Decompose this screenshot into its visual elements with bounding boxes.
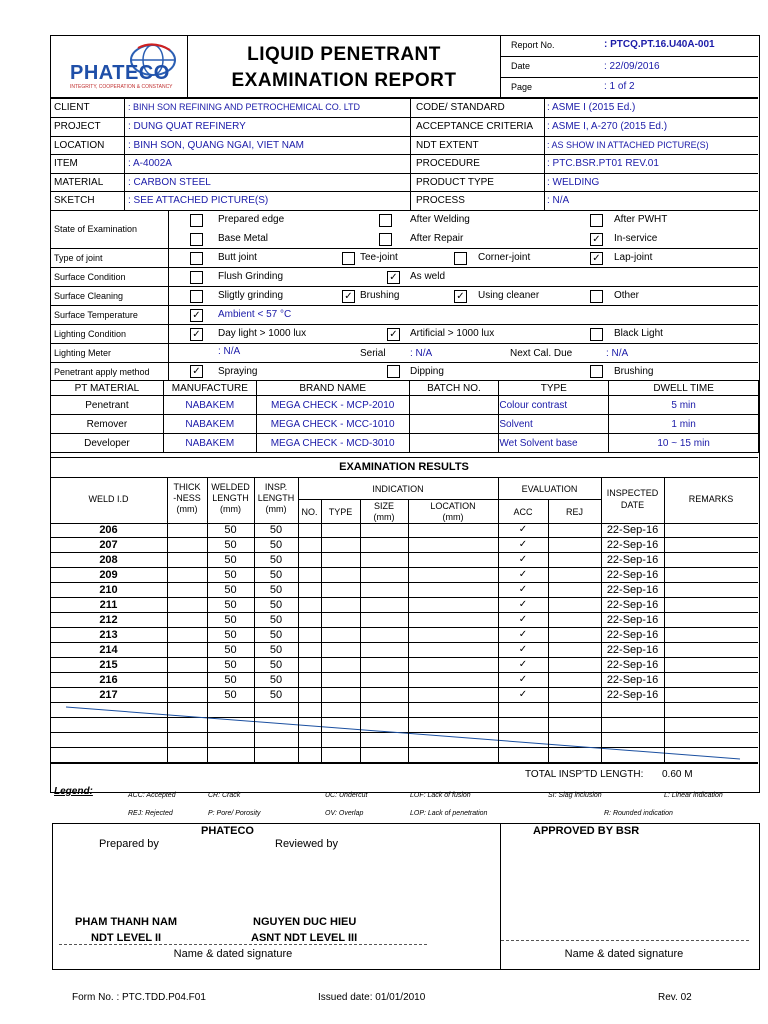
welded-length: 50 <box>224 584 237 596</box>
after-pwht-label: After PWHT <box>614 214 668 225</box>
phateco-label: PHATECO <box>201 825 254 837</box>
legend-r: R: Rounded indication <box>604 810 673 817</box>
pt-material: Remover <box>51 415 164 434</box>
inspected-date-header: INSPECTED DATE <box>606 488 659 510</box>
cal-label: Next Cal. Due <box>510 348 573 359</box>
preparer-name: PHAM THANH NAM <box>75 916 178 928</box>
weld-id: 206 <box>99 524 118 536</box>
remarks-header: REMARKS <box>688 494 734 504</box>
logo <box>58 40 183 95</box>
acc-check: ✓ <box>518 539 528 550</box>
acc-check: ✓ <box>518 524 528 535</box>
insp-length: 50 <box>269 554 283 566</box>
dwell-time: 5 min <box>609 396 759 415</box>
inspected-date: 22-Sep-16 <box>606 524 659 536</box>
location-label: LOCATION <box>54 140 105 151</box>
left-signature-caption: Name & dated signature <box>173 948 293 960</box>
inspected-date: 22-Sep-16 <box>606 584 659 596</box>
inspected-date: 22-Sep-16 <box>606 554 659 566</box>
artificial-label: Artificial > 1000 lux <box>410 328 495 339</box>
weld-id: 213 <box>99 629 118 641</box>
welded-length: 50 <box>224 524 237 536</box>
slightly-grinding-label: Sligtly grinding <box>218 290 284 301</box>
meter-label: Lighting Meter <box>54 348 112 358</box>
using-cleaner-label: Using cleaner <box>478 290 540 301</box>
insp-length: 50 <box>269 599 283 611</box>
ambient-checkbox[interactable]: ✓ <box>190 309 203 322</box>
as-weld-label: As weld <box>410 271 446 282</box>
weld-id: 212 <box>99 614 118 626</box>
client-value: : BINH SON REFINING AND PETROCHEMICAL CO. LTD <box>128 102 361 112</box>
form-number: Form No. : PTC.TDD.P04.F01 <box>72 992 206 1003</box>
rej-header: REJ <box>565 507 583 517</box>
right-signature-line <box>501 940 749 941</box>
report-no: : PTCQ.PT.16.U40A-001 <box>604 39 715 50</box>
process-label: PROCESS <box>416 195 465 206</box>
acc-check: ✓ <box>518 569 528 580</box>
reviewer-name: NGUYEN DUC HIEU <box>253 916 357 928</box>
approved-label: APPROVED BY BSR <box>533 825 640 837</box>
inspected-date: 22-Sep-16 <box>606 599 659 611</box>
insp-length: 50 <box>269 629 283 641</box>
tee-joint-label: Tee-joint <box>360 252 398 263</box>
materials-header: BRAND NAME <box>256 381 409 396</box>
info-block <box>50 99 758 211</box>
dwell-time: 10 ~ 15 min <box>609 434 759 453</box>
left-signature-line <box>59 944 427 945</box>
butt-joint-checkbox[interactable] <box>190 252 203 265</box>
material-type: Colour contrast <box>499 396 609 415</box>
brand-name: MEGA CHECK - MCP-2010 <box>256 396 409 415</box>
surface-temp-label: Surface Temperature <box>54 310 138 320</box>
welded-length: 50 <box>224 674 237 686</box>
as-weld-checkbox[interactable]: ✓ <box>387 271 400 284</box>
legend-uc: UC: Undercut <box>325 792 368 799</box>
item-value: : A-4002A <box>128 158 172 169</box>
brushing-checkbox[interactable]: ✓ <box>342 290 355 303</box>
company-logo-text: PHATECO <box>70 62 170 84</box>
artificial-checkbox[interactable]: ✓ <box>387 328 400 341</box>
in-service-checkbox[interactable]: ✓ <box>590 233 603 246</box>
slightly-grinding-checkbox[interactable] <box>190 290 203 303</box>
welded-length: 50 <box>224 659 237 671</box>
apply-method-label: Penetrant apply method <box>54 367 150 377</box>
material-type: Wet Solvent base <box>499 434 609 453</box>
prepared-edge-checkbox[interactable] <box>190 214 203 227</box>
legend-title: Legend: <box>54 786 93 797</box>
materials-header: TYPE <box>499 381 609 396</box>
manufacture: NABAKEM <box>163 415 256 434</box>
insp-length: 50 <box>269 659 283 671</box>
material-type: Solvent <box>499 415 609 434</box>
weld-id: 211 <box>99 599 118 611</box>
insp-length: 50 <box>269 524 283 536</box>
using-cleaner-checkbox[interactable]: ✓ <box>454 290 467 303</box>
right-signature-caption: Name & dated signature <box>564 948 684 960</box>
signature-frame <box>52 823 760 970</box>
materials-row <box>51 434 759 453</box>
welded-length: 50 <box>224 689 237 701</box>
code-label: CODE/ STANDARD <box>416 102 505 113</box>
inspected-date: 22-Sep-16 <box>606 644 659 656</box>
acc-check: ✓ <box>518 554 528 565</box>
insp-length: 50 <box>269 689 283 701</box>
weld-id: 208 <box>99 554 118 566</box>
temp-value: Ambient < 57 °C <box>218 309 292 320</box>
state-label: State of Examination <box>54 224 138 234</box>
sketch-value: : SEE ATTACHED PICTURE(S) <box>128 195 269 206</box>
acc-check: ✓ <box>518 659 528 670</box>
legend-lop: LOP: Lack of penetration <box>410 810 488 817</box>
batch-no <box>409 434 499 453</box>
serial-label: Serial <box>360 348 386 359</box>
surface-cleaning-label: Surface Cleaning <box>54 291 124 301</box>
after-repair-label: After Repair <box>410 233 464 244</box>
tee-joint-checkbox[interactable] <box>342 252 355 265</box>
apply-brushing-label: Brushing <box>614 366 654 377</box>
corner-joint-checkbox[interactable] <box>454 252 467 265</box>
date-label: Date <box>511 61 531 71</box>
pt-material: Penetrant <box>51 396 164 415</box>
in-service-label: In-service <box>614 233 658 244</box>
weld-id-header: WELD I.D <box>88 494 129 504</box>
other-checkbox[interactable] <box>590 290 603 303</box>
other-label: Other <box>614 290 640 301</box>
dwell-time: 1 min <box>609 415 759 434</box>
weld-id: 215 <box>99 659 118 671</box>
acc-check: ✓ <box>518 644 528 655</box>
brand-name: MEGA CHECK - MCD-3010 <box>256 434 409 453</box>
after-pwht-checkbox[interactable] <box>590 214 603 227</box>
welded-length: 50 <box>224 629 237 641</box>
acc-check: ✓ <box>518 584 528 595</box>
extent-value: : AS SHOW IN ATTACHED PICTURE(S) <box>547 140 709 150</box>
inspected-date: 22-Sep-16 <box>606 629 659 641</box>
legend-l: L: Linear indication <box>664 792 723 799</box>
report-date: : 22/09/2016 <box>604 61 660 72</box>
type-header: TYPE <box>328 507 353 517</box>
legend-p: P: Pore/ Porosity <box>208 810 261 817</box>
item-label: ITEM <box>54 158 78 169</box>
no-header: NO. <box>301 507 318 517</box>
spraying-label: Spraying <box>218 366 258 377</box>
dipping-label: Dipping <box>410 366 444 377</box>
black-light-checkbox[interactable] <box>590 328 603 341</box>
revision: Rev. 02 <box>658 992 692 1003</box>
insp-length-header: INSP. LENGTH (mm) <box>257 482 295 514</box>
weld-id: 209 <box>99 569 118 581</box>
materials-row <box>51 396 759 415</box>
insp-length: 50 <box>269 569 283 581</box>
apply-brushing-checkbox[interactable] <box>590 365 603 378</box>
serial-value: : N/A <box>410 348 433 359</box>
weld-id: 217 <box>99 689 118 701</box>
acceptance-value: : ASME I, A-270 (2015 Ed.) <box>547 121 668 132</box>
total-length-label: TOTAL INSP'TD LENGTH: <box>525 769 644 780</box>
inspected-date: 22-Sep-16 <box>606 539 659 551</box>
manufacture: NABAKEM <box>163 434 256 453</box>
brushing-label: Brushing <box>360 290 400 301</box>
batch-no <box>409 396 499 415</box>
location-value: : BINH SON, QUANG NGAI, VIET NAM <box>128 140 304 151</box>
welded-length: 50 <box>224 599 237 611</box>
flush-grinding-label: Flush Grinding <box>218 271 284 282</box>
after-repair-checkbox[interactable] <box>379 233 392 246</box>
corner-joint-label: Corner-joint <box>478 252 531 263</box>
after-welding-label: After Welding <box>410 214 470 225</box>
legend-cr: CR: Crack <box>208 792 241 799</box>
inspected-date: 22-Sep-16 <box>606 569 659 581</box>
report-title: LIQUID PENETRANT EXAMINATION REPORT <box>231 44 457 91</box>
legend-rej: REJ: Rejected <box>128 810 173 817</box>
lighting-label: Lighting Condition <box>54 329 127 339</box>
process-value: : N/A <box>547 195 570 206</box>
product-label: PRODUCT TYPE <box>416 177 494 188</box>
size-header: SIZE (mm) <box>373 501 395 522</box>
acc-check: ✓ <box>518 614 528 625</box>
sketch-label: SKETCH <box>54 195 95 206</box>
insp-length: 50 <box>269 674 283 686</box>
acceptance-label: ACCEPTANCE CRITERIA <box>416 121 534 132</box>
inspected-date: 22-Sep-16 <box>606 674 659 686</box>
void-strike-line <box>50 523 758 763</box>
company-tagline: INTEGRITY, COOPERATION & CONSTANCY <box>70 84 173 90</box>
weld-id: 210 <box>99 584 118 596</box>
thickness-header: THICK -NESS (mm) <box>173 482 201 514</box>
inspected-date: 22-Sep-16 <box>606 659 659 671</box>
surface-condition-label: Surface Condition <box>54 272 126 282</box>
materials-header: DWELL TIME <box>609 381 759 396</box>
material-value: : CARBON STEEL <box>128 177 211 188</box>
project-label: PROJECT <box>54 121 101 132</box>
materials-header: PT MATERIAL <box>51 381 164 396</box>
page-number: : 1 of 2 <box>604 81 635 92</box>
manufacture: NABAKEM <box>163 396 256 415</box>
code-value: : ASME I (2015 Ed.) <box>547 102 636 113</box>
location-header: LOCATION (mm) <box>430 501 476 522</box>
weld-id: 216 <box>99 674 118 686</box>
product-value: : WELDING <box>547 177 600 188</box>
extent-label: NDT EXTENT <box>416 140 479 151</box>
welded-length-header: WELDED LENGTH (mm) <box>211 482 250 514</box>
reviewer-level: ASNT NDT LEVEL III <box>251 932 358 944</box>
prepared-edge-label: Prepared edge <box>218 214 285 225</box>
spraying-checkbox[interactable]: ✓ <box>190 365 203 378</box>
report-no-label: Report No. <box>511 40 555 50</box>
brand-name: MEGA CHECK - MCC-1010 <box>256 415 409 434</box>
insp-length: 50 <box>269 644 283 656</box>
client-label: CLIENT <box>54 102 90 113</box>
issued-date: Issued date: 01/01/2010 <box>318 992 426 1003</box>
welded-length: 50 <box>224 644 237 656</box>
joint-label: Type of joint <box>54 253 103 263</box>
legend-si: SI: Slag inclusion <box>548 792 602 799</box>
legend-acc: ACC: Accepted <box>128 792 176 799</box>
cal-value: : N/A <box>606 348 629 359</box>
material-label: MATERIAL <box>54 177 104 188</box>
legend-ov: OV: Overlap <box>325 810 364 817</box>
acc-check: ✓ <box>518 599 528 610</box>
base-metal-label: Base Metal <box>218 233 269 244</box>
procedure-label: PROCEDURE <box>416 158 480 169</box>
weld-id: 214 <box>99 644 118 656</box>
prepared-by-label: Prepared by <box>99 838 159 850</box>
evaluation-header: EVALUATION <box>521 484 578 494</box>
materials-table <box>50 380 759 453</box>
dipping-checkbox[interactable] <box>387 365 400 378</box>
base-metal-checkbox[interactable] <box>190 233 203 246</box>
page-label: Page <box>511 82 533 92</box>
materials-header: BATCH NO. <box>409 381 499 396</box>
preparer-level: NDT LEVEL II <box>91 932 162 944</box>
materials-header: MANUFACTURE <box>163 381 256 396</box>
procedure-value: : PTC.BSR.PT01 REV.01 <box>547 158 659 169</box>
materials-header-row <box>51 381 759 396</box>
butt-joint-label: Butt joint <box>218 252 257 263</box>
insp-length: 50 <box>269 584 283 596</box>
project-value: : DUNG QUAT REFINERY <box>128 121 246 132</box>
acc-check: ✓ <box>518 689 528 700</box>
inspected-date: 22-Sep-16 <box>606 689 659 701</box>
welded-length: 50 <box>224 554 237 566</box>
results-header <box>50 477 758 523</box>
black-light-label: Black Light <box>614 328 663 339</box>
pt-material: Developer <box>51 434 164 453</box>
daylight-checkbox[interactable]: ✓ <box>190 328 203 341</box>
reviewed-by-label: Reviewed by <box>275 838 338 850</box>
insp-length: 50 <box>269 539 283 551</box>
total-length-value: 0.60 M <box>662 769 693 780</box>
acc-header: ACC <box>513 507 533 517</box>
legend-lof: LOF: Lack of fusion <box>410 792 471 799</box>
materials-row <box>51 415 759 434</box>
welded-length: 50 <box>224 614 237 626</box>
meter-value: : N/A <box>218 346 241 357</box>
daylight-label: Day light > 1000 lux <box>218 328 307 339</box>
conditions-block <box>50 210 758 380</box>
indication-header: INDICATION <box>372 484 424 494</box>
welded-length: 50 <box>224 569 237 581</box>
results-title: EXAMINATION RESULTS <box>339 461 469 473</box>
welded-length: 50 <box>224 539 237 551</box>
lap-joint-label: Lap-joint <box>614 252 653 263</box>
results-body <box>50 523 758 763</box>
insp-length: 50 <box>269 614 283 626</box>
lap-joint-checkbox[interactable]: ✓ <box>590 252 603 265</box>
acc-check: ✓ <box>518 629 528 640</box>
weld-id: 207 <box>99 539 118 551</box>
inspected-date: 22-Sep-16 <box>606 614 659 626</box>
batch-no <box>409 415 499 434</box>
after-welding-checkbox[interactable] <box>379 214 392 227</box>
flush-grinding-checkbox[interactable] <box>190 271 203 284</box>
acc-check: ✓ <box>518 674 528 685</box>
